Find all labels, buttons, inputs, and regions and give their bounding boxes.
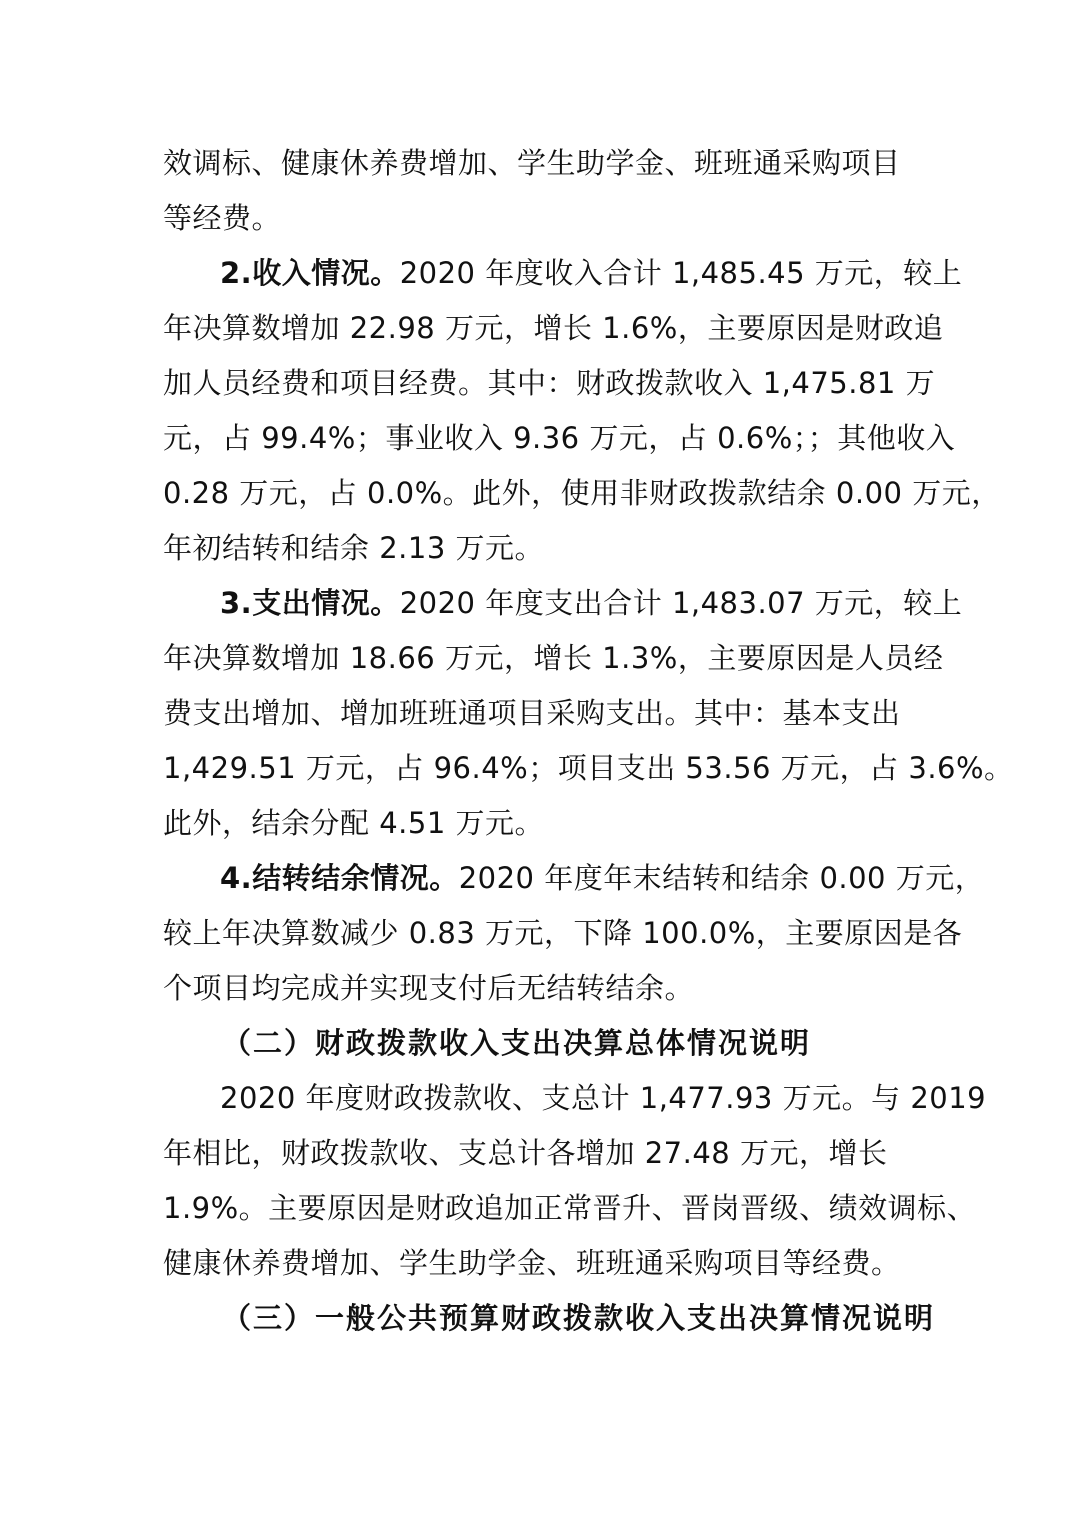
- paragraph-line: 加人员经费和项目经费。其中：财政拨款收入 1,475.81 万: [163, 366, 936, 400]
- paragraph-line: 元，占 99.4%；事业收入 9.36 万元，占 0.6%；；其他收入: [163, 421, 956, 455]
- paragraph-line: 等经费。: [163, 201, 282, 235]
- paragraph-line: 2020 年度财政拨款收、支总计 1,477.93 万元。与 2019: [220, 1081, 987, 1115]
- paragraph-line: 个项目均完成并实现支付后无结转结余。: [163, 971, 695, 1005]
- paragraph-line: 费支出增加、增加班班通项目采购支出。其中：基本支出: [163, 696, 901, 730]
- paragraph-line: 较上年决算数减少 0.83 万元，下降 100.0%，主要原因是各: [163, 916, 963, 950]
- section-heading-3: （三）一般公共预算财政拨款收入支出决算情况说明: [222, 1301, 936, 1335]
- paragraph-line: 年相比，财政拨款收、支总计各增加 27.48 万元，增长: [163, 1136, 888, 1170]
- section-income-title: 2.收入情况。: [220, 256, 400, 290]
- paragraph-line: 年决算数增加 18.66 万元，增长 1.3%，主要原因是人员经: [163, 641, 944, 675]
- section-expense-line: 3.支出情况。2020 年度支出合计 1,483.07 万元，较上: [220, 586, 963, 620]
- section-heading-2: （二）财政拨款收入支出决算总体情况说明: [222, 1026, 812, 1060]
- paragraph-line: 0.28 万元，占 0.0%。此外，使用非财政拨款结余 0.00 万元，: [163, 476, 1001, 510]
- paragraph-line: 1,429.51 万元，占 96.4%；项目支出 53.56 万元，占 3.6%。: [163, 751, 1014, 785]
- paragraph-line: 健康休养费增加、学生助学金、班班通采购项目等经费。: [163, 1246, 901, 1280]
- paragraph-line: 年初结转和结余 2.13 万元。: [163, 531, 545, 565]
- paragraph-line: 年决算数增加 22.98 万元，增长 1.6%，主要原因是财政追: [163, 311, 944, 345]
- section-income-line: 2.收入情况。2020 年度收入合计 1,485.45 万元，较上: [220, 256, 963, 290]
- section-expense-title: 3.支出情况。: [220, 586, 400, 620]
- paragraph-line: 1.9%。主要原因是财政追加正常晋升、晋岗晋级、绩效调标、: [163, 1191, 977, 1225]
- paragraph-line: 效调标、健康休养费增加、学生助学金、班班通采购项目: [163, 146, 901, 180]
- section-balance-title: 4.结转结余情况。: [220, 861, 459, 895]
- section-balance-line: 4.结转结余情况。2020 年度年末结转和结余 0.00 万元，: [220, 861, 985, 895]
- paragraph-line: 此外，结余分配 4.51 万元。: [163, 806, 545, 840]
